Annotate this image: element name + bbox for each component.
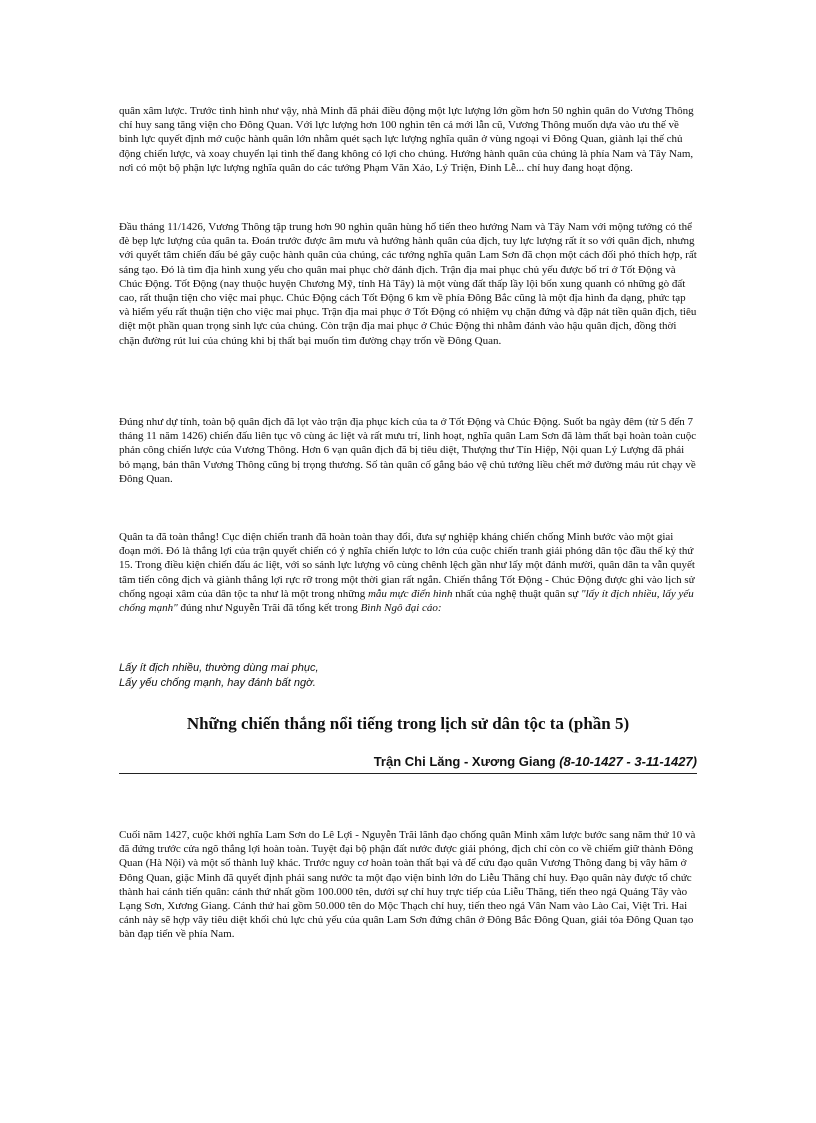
paragraph-1: quân xâm lược. Trước tình hình như vậy, nhà Minh đã phải điều động một lực lượng lớn gồm hơn 50 nghìn quân do Vương Thông chỉ huy sang tăng viện cho Đông Quan. Với lực lượng hơn 100 nghìn tên cả mới lẫn cũ, Vương Thông muốn dựa vào ưu thế về binh lực quyết định mở cuộc hành quân lớn nhằm quét sạch lực lượng nghĩa quân ở vùng ngoại vi Đông Quan, giành lại thế chủ động chiến lược, và xoay chuyển lại tình thế đang không có lợi cho chúng. Hướng hành quân của chúng là phía Nam và Tây Nam, nơi có một bộ phận lực lượng nghĩa quân do các tướng Phạm Văn Xảo, Lý Triện, Đinh Lễ... chỉ huy đang hoạt động. xyxy=(119,105,694,174)
paragraph-4-emphasis-a: mẫu mực điển hình xyxy=(367,587,453,600)
poem-quote xyxy=(119,661,697,691)
section-subheading xyxy=(119,753,697,771)
paragraph-5: Cuối năm 1427, cuộc khởi nghĩa Lam Sơn do Lê Lợi - Nguyễn Trãi lãnh đạo chống quân Minh xâm lược bước sang năm thứ 10 và đã đứng trước cửa ngõ thắng lợi hoàn toàn. Tuyệt đại bộ phận đất nước được giải phóng, địch chỉ còn co về chiếm giữ thành Đông Quan (Hà Nội) và một số thành luỹ khác. Trước nguy cơ hoàn toàn thất bại và để cứu đạo quân Vương Thông đang bị vây hãm ở Đông Quan, giặc Minh đã quyết định phái sang nước ta một đạo viện binh lớn do Liễu Thăng chỉ huy. Đạo quân này được tổ chức thành hai cánh tiến quân: cánh thứ nhất gồm 100.000 tên, dưới sự chỉ huy trực tiếp của Liễu Thăng, tiến theo ngả Quảng Tây vào Lạng Sơn, Xương Giang. Cánh thứ hai gồm 50.000 tên do Mộc Thạch chỉ huy, tiến theo ngả Vân Nam vào Lào Cai, Việt Trì. Hai cánh này sẽ hợp vây tiêu diệt khối chủ lực chủ yếu của quân Lam Sơn đứng chân ở Đông Bắc Đông Quan, giải tỏa Đông Quan tạo bàn đạp tiến về phía Nam. xyxy=(119,829,696,941)
paragraph-4-work-title: Bình Ngô đại cáo: xyxy=(360,602,442,615)
paragraph-4 xyxy=(119,530,697,615)
subheading-title: Trận Chi Lăng - Xương Giang xyxy=(373,754,560,769)
poem-line-2: Lấy yếu chống mạnh, hay đánh bất ngờ. xyxy=(119,677,316,689)
subheading-dates: (8-10-1427 - 3-11-1427) xyxy=(559,754,697,769)
section-heading: Những chiến thắng nổi tiếng trong lịch sử dân tộc ta (phần 5) xyxy=(186,714,630,733)
paragraph-4-text-c: đúng như Nguyễn Trãi đã tổng kết trong xyxy=(177,602,361,615)
horizontal-rule xyxy=(119,773,697,774)
poem-line-1: Lấy ít địch nhiều, thường dùng mai phục, xyxy=(119,662,319,674)
paragraph-3: Đúng như dự tính, toàn bộ quân địch đã lọt vào trận địa phục kích của ta ở Tốt Động và Chúc Động. Suốt ba ngày đêm (từ 5 đến 7 tháng 11 năm 1426) chiến đấu liên tục vô cùng ác liệt và rất mưu trí, linh hoạt, nghĩa quân Lam Sơn đã làm thất bại hoàn toàn cuộc phản công chiến lược của Vương Thông. Hơn 6 vạn quân địch đã bị tiêu diệt, Thượng thư Tín Hiệp, Nội quan Lý Lượng đã phải bỏ mạng, bản thân Vương Thông cũng bị trọng thương. Số tàn quân cố gắng bảo vệ chủ tướng liều chết mở đường máu rút chạy về Đông Quan. xyxy=(119,416,697,485)
paragraph-4-text-a: Quân ta đã toàn thắng! Cục diện chiến tranh đã hoàn toàn thay đổi, đưa sự nghiệp kháng chiến chống Minh bước vào một giai đoạn mới. Đó là thắng lợi của trận quyết chiến có ý nghĩa chiến lược to lớn của cuộc chiến tranh giải phóng dân tộc đầu thế kỷ thứ 15. Trong điều kiện chiến đấu ác liệt, với so sánh lực lượng vô cùng chênh lệch gần như lấy một đánh mười, quân dân ta vẫn quyết tâm tiến công địch và giành thắng lợi rực rỡ trong một thời gian rất ngắn. Chiến thắng Tốt Động - Chúc Động được ghi vào lịch sử chống ngoại xâm của dân tộc ta như là một trong những xyxy=(119,531,695,600)
paragraph-4-text-b: nhất của nghệ thuật quân sự xyxy=(452,587,581,600)
paragraph-2: Đầu tháng 11/1426, Vương Thông tập trung hơn 90 nghìn quân hùng hổ tiến theo hướng Nam và Tây Nam với mộng tưởng có thể đè bẹp lực lượng của quân ta. Đoán trước được âm mưu và hướng hành quân của địch, tuy lực lượng rất ít so với quân địch, nhưng với quyết tâm chiến đấu bẻ gãy cuộc hành quân của chúng, các tướng nghĩa quân Lam Sơn đã chọn một cách đối phó thích hợp, rất sáng tạo. Đó là tìm địa hình xung yếu cho quân mai phục chờ đánh địch. Trận địa mai phục chủ yếu được bố trí ở Tốt Động và Chúc Động. Tốt Động (nay thuộc huyện Chương Mỹ, tỉnh Hà Tây) là một vùng đất thấp lầy lội bốn xung quanh có những gò đất cao, rất thuận tiện cho việc mai phục. Chúc Động cách Tốt Động 6 km về phía Đông Bắc cũng là một địa hình đa dạng, phức tạp và hiểm yếu rất thuận tiện cho việc mai phục. Trận địa mai phục ở Tốt Động có nhiệm vụ chặn đứng và đập nát tiền quân địch, tiêu diệt một phần quan trọng sinh lực của chúng. Còn trận địa mai phục ở Chúc Động thì nhằm đánh vào hậu quân địch, đồng thời chặn đường rút lui của chúng khi bị thất bại muốn tìm đường chạy trốn về Đông Quan. xyxy=(119,221,697,347)
paragraph-4-quote: "lấy ít địch nhiều, lấy yếu chống mạnh" xyxy=(119,587,694,615)
